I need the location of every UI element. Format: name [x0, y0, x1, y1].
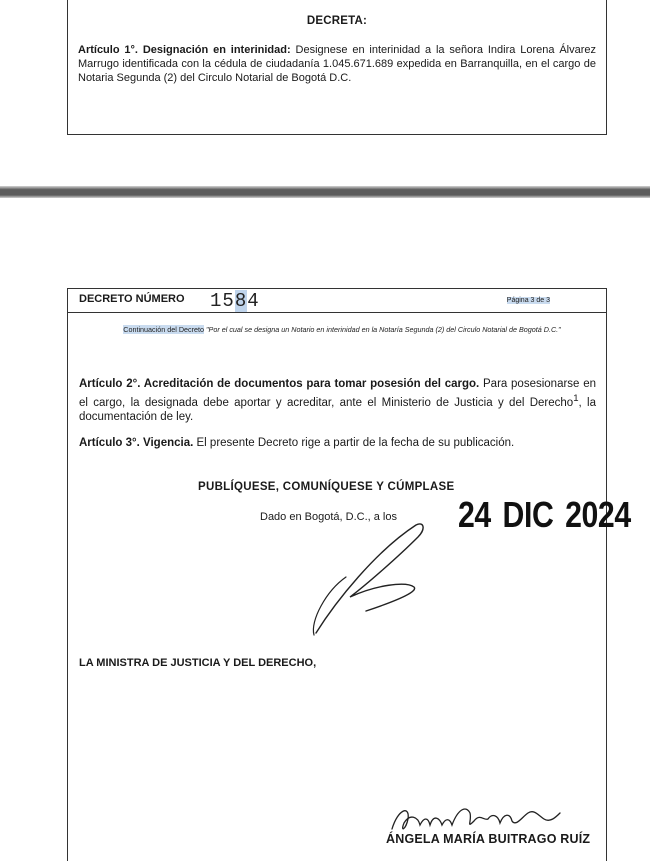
page-number: Página 3 de 3 [506, 297, 550, 304]
president-signature-icon [306, 521, 446, 641]
article-3-label: Artículo 3°. Vigencia. [79, 437, 194, 449]
article-2 [79, 377, 596, 424]
continuacion-text: "Por el cual se designa un Notario en interinidad en la Notaría Segunda (2) del Circulo Notarial de Bogotá D.C." [206, 325, 561, 334]
article-1 [78, 43, 596, 85]
date-year: 2024 [565, 494, 631, 535]
article-3-text: El presente Decreto rige a partir de la fecha de su publicación. [193, 437, 515, 449]
continuacion-line [113, 325, 571, 335]
signer-name: ÁNGELA MARÍA BUITRAGO RUÍZ [386, 832, 591, 846]
document-page-2-end [67, 0, 607, 135]
decreto-numero-digits-b: 8 [234, 290, 248, 312]
article-3 [79, 436, 596, 450]
decreto-numero-label: DECRETO NÚMERO [79, 293, 185, 305]
date-month: DIC [502, 494, 554, 535]
page-header [68, 289, 606, 313]
article-1-text: Designese en interinidad a la señora Indira Lorena Álvarez Marrugo identificada con la cédula de ciudadanía 1.045.671.689 expedida en Barranquilla, en el cargo de Notaria Segunda (2) del Circulo Notarial de Bogotá D.C. [78, 44, 597, 84]
date-stamp [458, 494, 631, 536]
article-2-text-a: Para posesionarse en el cargo, la designada debe aportar y acreditar, ante el Ministerio de Justicia y del Derecho [79, 378, 596, 409]
document-page-3 [67, 288, 631, 861]
date-day: 24 [458, 494, 491, 535]
continuacion-prefix: Continuación del Decreto [123, 325, 204, 334]
decreta-heading: DECRETA: [306, 15, 368, 27]
decreto-numero-digits-c: 4 [247, 290, 260, 312]
decreto-numero-value [210, 290, 260, 312]
article-2-text-b: , la documentación de ley. [79, 396, 596, 423]
ministra-title: LA MINISTRA DE JUSTICIA Y DEL DERECHO, [79, 657, 317, 669]
footnote-marker: 1 [573, 392, 579, 404]
decreto-numero-digits-a: 15 [210, 290, 235, 312]
article-1-label: Artículo 1°. Designación en interinidad: [78, 44, 291, 56]
article-2-label: Artículo 2°. Acreditación de documentos para tomar posesión del cargo. [79, 378, 480, 390]
page-separator [0, 186, 650, 198]
dado-en-line: Dado en Bogotá, D.C., a los [260, 511, 397, 523]
publiquese-line: PUBLÍQUESE, COMUNÍQUESE Y CÚMPLASE [198, 481, 455, 493]
